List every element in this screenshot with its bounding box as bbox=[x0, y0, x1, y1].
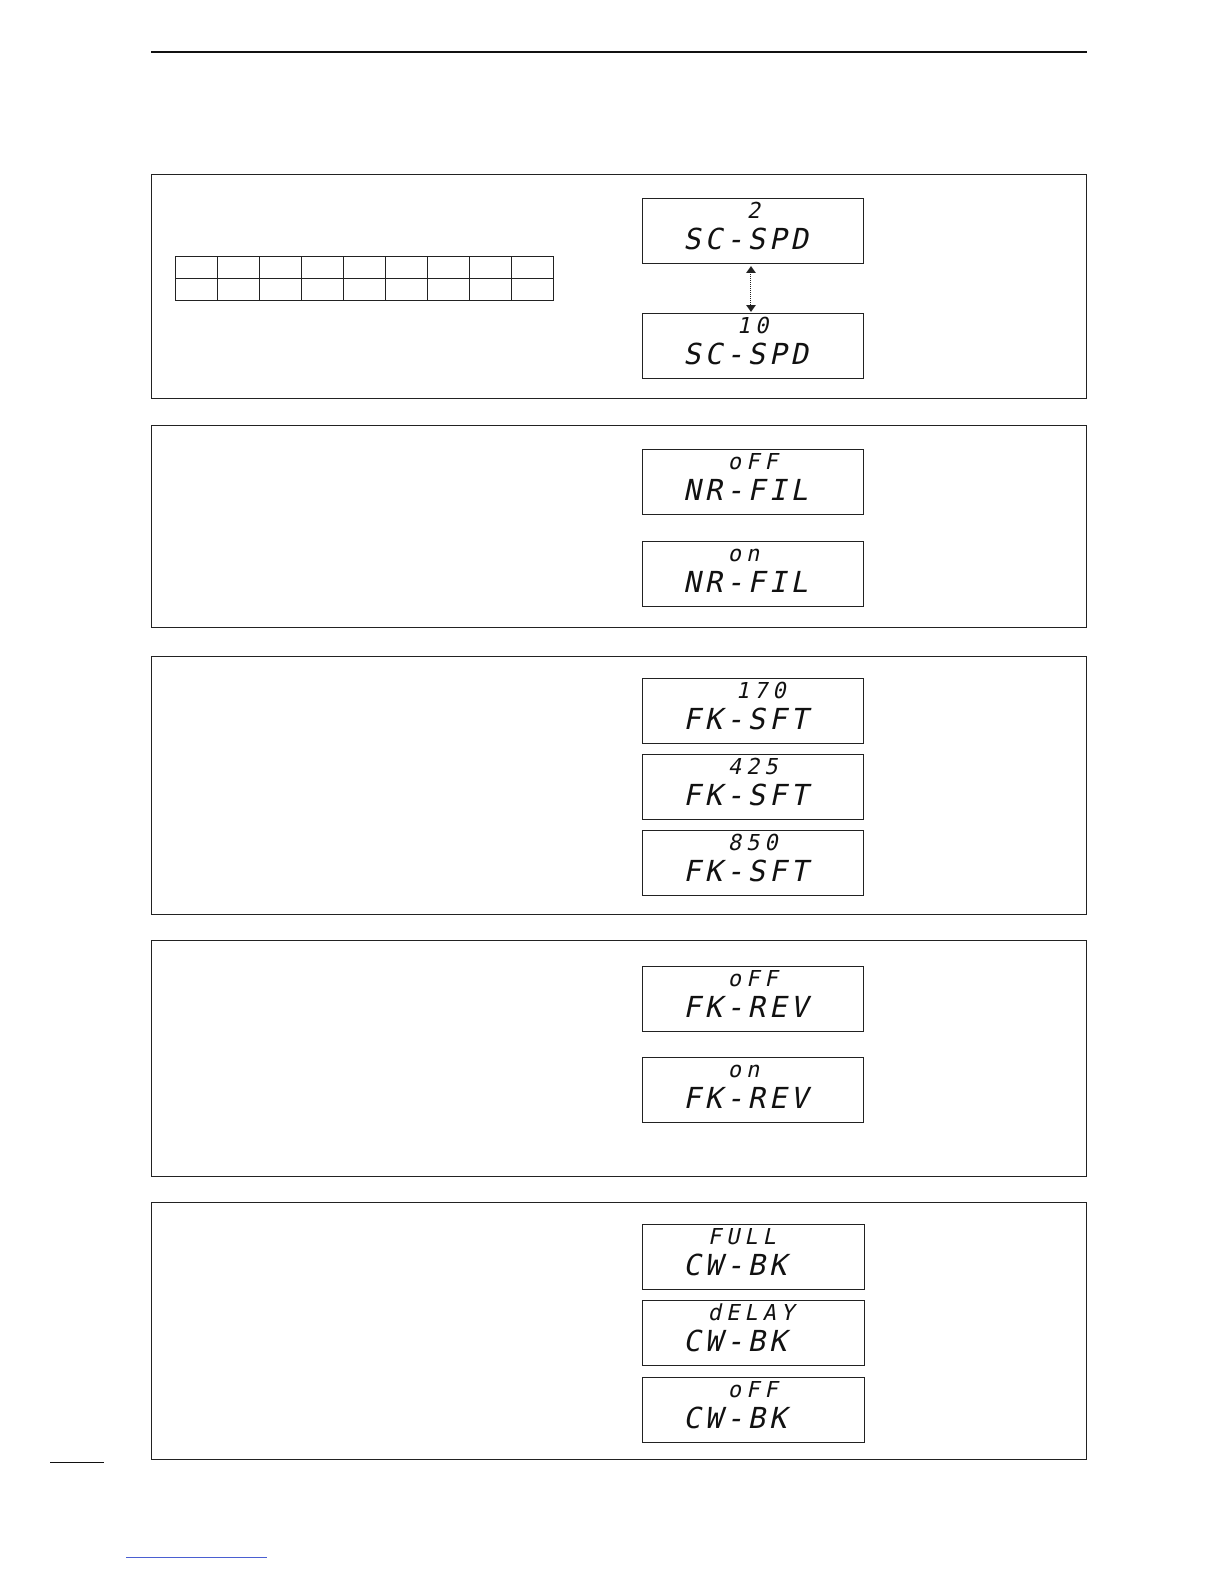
page-number-rule bbox=[50, 1462, 104, 1463]
lcd-label: CW-BK bbox=[681, 1248, 797, 1282]
lcd-label: FK-REV bbox=[681, 1081, 818, 1115]
fsk-shift-panel bbox=[151, 656, 1087, 915]
lcd-value: dELAY bbox=[706, 1301, 803, 1326]
lcd-value: 425 bbox=[726, 755, 787, 780]
lcd-label: NR-FIL bbox=[681, 565, 818, 599]
lcd-display bbox=[642, 449, 864, 515]
lcd-value: oFF bbox=[726, 967, 787, 992]
lcd-value: on bbox=[726, 1058, 769, 1083]
lcd-value: oFF bbox=[726, 1378, 787, 1403]
arrow-down-icon bbox=[746, 305, 756, 312]
lcd-value: 10 bbox=[735, 314, 778, 339]
lcd-label: FK-SFT bbox=[681, 854, 818, 888]
lcd-label: SC-SPD bbox=[681, 222, 818, 256]
lcd-display bbox=[642, 1057, 864, 1123]
lcd-display bbox=[642, 198, 864, 264]
lcd-display bbox=[642, 754, 864, 820]
lcd-display bbox=[642, 541, 864, 607]
table-row bbox=[176, 279, 554, 301]
lcd-display bbox=[642, 1377, 865, 1443]
cw-break-in-panel bbox=[151, 1202, 1087, 1460]
lcd-display bbox=[642, 830, 864, 896]
scan-speed-table bbox=[175, 256, 554, 301]
lcd-display bbox=[642, 966, 864, 1032]
table-row bbox=[176, 257, 554, 279]
nr-filter-panel bbox=[151, 425, 1087, 628]
fsk-reverse-panel bbox=[151, 940, 1087, 1177]
lcd-label: CW-BK bbox=[681, 1324, 797, 1358]
lcd-label: FK-SFT bbox=[681, 702, 818, 736]
lcd-label: SC-SPD bbox=[681, 337, 818, 371]
lcd-display bbox=[642, 678, 864, 744]
lcd-value: 850 bbox=[726, 831, 787, 856]
lcd-value: 170 bbox=[734, 679, 795, 704]
lcd-value: oFF bbox=[726, 450, 787, 475]
lcd-label: FK-SFT bbox=[681, 778, 818, 812]
lcd-display bbox=[642, 1300, 865, 1366]
lcd-label: NR-FIL bbox=[681, 473, 818, 507]
lcd-label: CW-BK bbox=[681, 1401, 797, 1435]
lcd-value: on bbox=[726, 542, 769, 567]
lcd-display bbox=[642, 313, 864, 379]
arrow-up-icon bbox=[746, 266, 756, 273]
lcd-display bbox=[642, 1224, 865, 1290]
lcd-value: FULL bbox=[706, 1225, 785, 1250]
link-underline[interactable] bbox=[126, 1557, 267, 1558]
lcd-label: FK-REV bbox=[681, 990, 818, 1024]
header-rule bbox=[151, 51, 1087, 53]
lcd-value: 2 bbox=[745, 199, 770, 224]
